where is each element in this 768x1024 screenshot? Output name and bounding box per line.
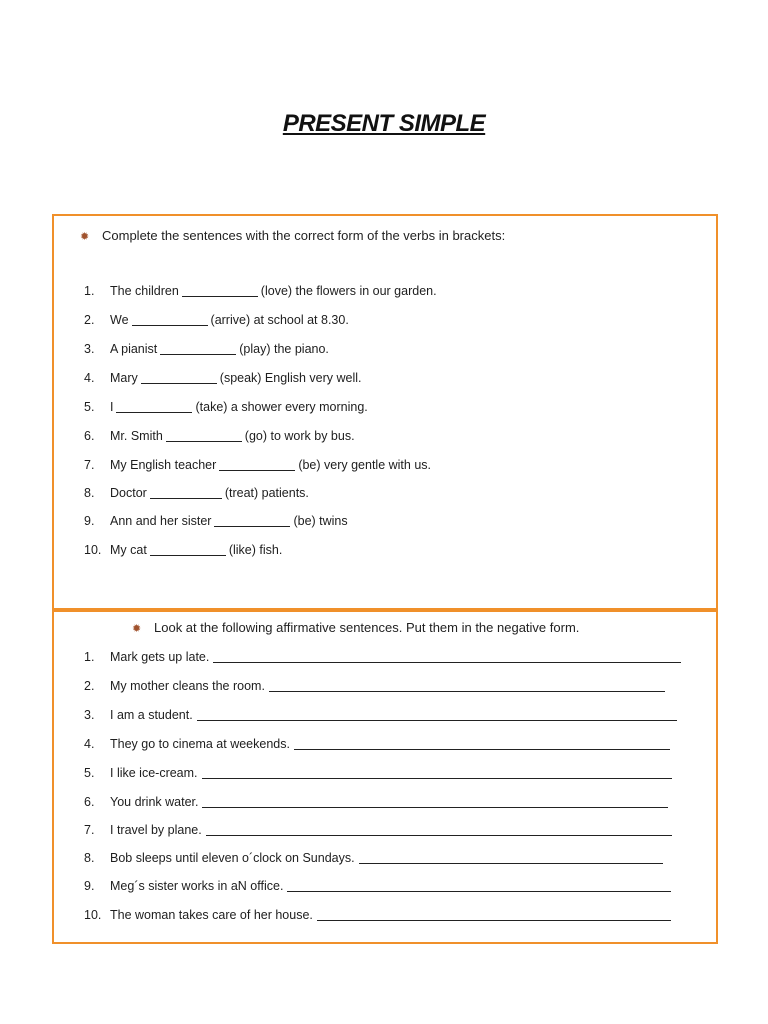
- item-text: I am a student.: [110, 708, 193, 722]
- item-text-before: Mr. Smith: [110, 429, 163, 443]
- item-text-after: (go) to work by bus.: [244, 429, 355, 443]
- list-item: [84, 679, 665, 693]
- answer-line[interactable]: [287, 891, 671, 892]
- item-number: 9.: [84, 514, 95, 528]
- list-item: [84, 486, 309, 500]
- list-item: [84, 650, 681, 664]
- list-item: [84, 708, 677, 722]
- list-item: [84, 908, 671, 922]
- item-text-after: (play) the piano.: [239, 342, 329, 356]
- answer-line[interactable]: [213, 662, 681, 663]
- list-item: [84, 313, 349, 327]
- list-item: [84, 514, 348, 528]
- answer-line[interactable]: [202, 778, 672, 779]
- item-text-after: (take) a shower every morning.: [195, 400, 368, 414]
- list-item: [84, 851, 663, 865]
- item-number: 7.: [84, 458, 95, 472]
- answer-line[interactable]: [202, 807, 668, 808]
- exercise-box-1: [52, 214, 718, 612]
- item-number: 6.: [84, 429, 95, 443]
- answer-blank[interactable]: [141, 383, 217, 384]
- list-item: [84, 429, 355, 443]
- item-text-before: I: [110, 400, 114, 414]
- item-text-after: (treat) patients.: [224, 486, 309, 500]
- answer-blank[interactable]: [132, 325, 208, 326]
- answer-blank[interactable]: [150, 498, 222, 499]
- answer-blank[interactable]: [116, 412, 192, 413]
- item-text-before: A pianist: [110, 342, 158, 356]
- item-number: 4.: [84, 737, 95, 751]
- list-item: [84, 342, 329, 356]
- item-number: 2.: [84, 313, 95, 327]
- item-text-before: Mary: [110, 371, 138, 385]
- item-text-before: My cat: [110, 543, 147, 557]
- list-item: [84, 795, 668, 809]
- item-number: 1.: [84, 650, 95, 664]
- item-text-before: Doctor: [110, 486, 147, 500]
- item-text-before: My English teacher: [110, 458, 217, 472]
- item-text: Meg´s sister works in aN office.: [110, 879, 284, 893]
- item-text-before: Ann and her sister: [110, 514, 212, 528]
- item-number: 9.: [84, 879, 95, 893]
- item-text: The woman takes care of her house.: [110, 908, 313, 922]
- list-item: [84, 737, 670, 751]
- item-text: My mother cleans the room.: [110, 679, 265, 693]
- item-number: 8.: [84, 486, 95, 500]
- page-title: PRESENT SIMPLE: [282, 110, 486, 137]
- answer-blank[interactable]: [166, 441, 242, 442]
- list-item: [84, 766, 672, 780]
- item-text-after: (like) fish.: [228, 543, 283, 557]
- list-item: [84, 879, 671, 893]
- list-item: [84, 823, 672, 837]
- sun-bullet-icon: ✹: [80, 231, 90, 243]
- item-text-before: We: [110, 313, 129, 327]
- instruction-1-text: Complete the sentences with the correct form of the verbs in brackets:: [102, 228, 506, 243]
- item-text: They go to cinema at weekends.: [110, 737, 290, 751]
- instruction-2-text: Look at the following affirmative sentences. Put them in the negative form.: [154, 620, 580, 635]
- item-text-before: The children: [110, 284, 179, 298]
- answer-blank[interactable]: [182, 296, 258, 297]
- item-number: 5.: [84, 766, 95, 780]
- list-item: [84, 458, 431, 472]
- list-item: [84, 400, 368, 414]
- item-number: 3.: [84, 708, 95, 722]
- list-item: [84, 371, 362, 385]
- item-number: 2.: [84, 679, 95, 693]
- list-item: [84, 543, 282, 557]
- item-text-after: (speak) English very well.: [219, 371, 362, 385]
- answer-line[interactable]: [206, 835, 672, 836]
- item-number: 3.: [84, 342, 95, 356]
- answer-blank[interactable]: [150, 555, 226, 556]
- item-text: Mark gets up late.: [110, 650, 210, 664]
- item-text-after: (arrive) at school at 8.30.: [210, 313, 349, 327]
- answer-line[interactable]: [269, 691, 665, 692]
- answer-line[interactable]: [359, 863, 663, 864]
- item-text-after: (love) the flowers in our garden.: [260, 284, 437, 298]
- answer-line[interactable]: [294, 749, 670, 750]
- answer-line[interactable]: [317, 920, 671, 921]
- exercise-box-2: [52, 608, 718, 944]
- item-number: 7.: [84, 823, 95, 837]
- item-number: 10.: [84, 908, 102, 922]
- item-number: 6.: [84, 795, 95, 809]
- instruction-2: [132, 620, 579, 635]
- item-text-after: (be) very gentle with us.: [298, 458, 432, 472]
- item-number: 8.: [84, 851, 95, 865]
- instruction-1: [80, 228, 505, 243]
- item-text: You drink water.: [110, 795, 199, 809]
- item-text: Bob sleeps until eleven o´clock on Sundays.: [110, 851, 355, 865]
- answer-line[interactable]: [197, 720, 677, 721]
- item-number: 10.: [84, 543, 102, 557]
- item-text: I travel by plane.: [110, 823, 202, 837]
- sun-bullet-icon: ✹: [132, 623, 142, 635]
- item-number: 4.: [84, 371, 95, 385]
- item-text-after: (be) twins: [293, 514, 348, 528]
- item-number: 5.: [84, 400, 95, 414]
- item-text: I like ice-cream.: [110, 766, 198, 780]
- answer-blank[interactable]: [219, 470, 295, 471]
- list-item: [84, 284, 437, 298]
- answer-blank[interactable]: [214, 526, 290, 527]
- answer-blank[interactable]: [160, 354, 236, 355]
- item-number: 1.: [84, 284, 95, 298]
